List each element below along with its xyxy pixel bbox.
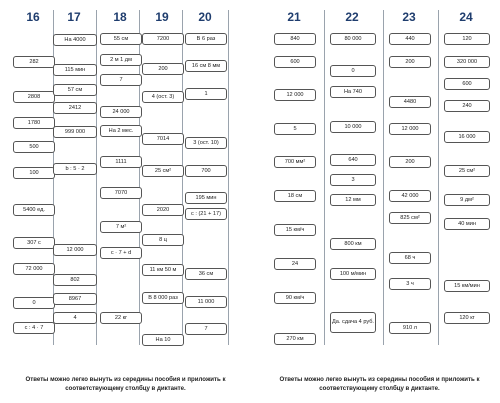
answer-card: 72 000 — [13, 263, 55, 275]
answer-card: 195 мин — [185, 192, 227, 204]
answer-card: 120 — [444, 33, 490, 45]
answer-card: 2020 — [142, 204, 184, 216]
answer-card: 115 мин — [53, 64, 97, 76]
answer-card: 825 см² — [389, 212, 431, 224]
answer-card: 700 — [185, 165, 227, 177]
answer-card: 640 — [330, 154, 376, 166]
answer-card: 16 000 — [444, 131, 490, 143]
answer-card: 15 км/мин — [444, 280, 490, 292]
answer-card: 16 см 8 мм — [185, 60, 227, 72]
answer-card: 8967 — [53, 293, 97, 305]
answer-card: 12 мм — [330, 194, 376, 206]
column-divider — [324, 10, 325, 345]
answer-card: 120 кг — [444, 312, 490, 324]
column-number-20: 20 — [198, 10, 212, 24]
column-number-19: 19 — [155, 10, 169, 24]
answer-card: 12 000 — [389, 123, 431, 135]
answer-card: 7014 — [142, 133, 184, 145]
answer-card: 12 000 — [53, 244, 97, 256]
answer-card: 800 км — [330, 238, 376, 250]
answer-card: 36 см — [185, 268, 227, 280]
answer-card: 4480 — [389, 96, 431, 108]
answer-card: 700 мм² — [274, 156, 316, 168]
answer-card: 42 000 — [389, 190, 431, 202]
answer-card: 57 см — [53, 84, 97, 96]
answer-card: 910 л — [389, 322, 431, 334]
answer-card: В 8 000 раз — [142, 292, 184, 304]
answer-card: 500 — [13, 141, 55, 153]
answer-card: 600 — [274, 56, 316, 68]
answer-card: 440 — [389, 33, 431, 45]
answer-card: c : (21 + 17) — [185, 208, 227, 220]
answer-card: 200 — [389, 56, 431, 68]
answer-card: Да. сдача 4 руб. — [330, 312, 376, 333]
answer-card: 24 000 — [100, 106, 142, 118]
footer-note-right: Ответы можно легко вынуть из середины пособия и приложить к соответствующему столбцу в диктанте. — [279, 376, 480, 392]
column-divider — [383, 10, 384, 345]
answer-card: 7200 — [142, 33, 184, 45]
answer-card: 282 — [13, 56, 55, 68]
answer-card: 999 000 — [53, 126, 97, 138]
answer-card: 10 000 — [330, 121, 376, 133]
answer-card: На 4000 — [53, 34, 97, 46]
column-number-18: 18 — [113, 10, 127, 24]
column-divider — [438, 10, 439, 345]
answer-card: 307 с — [13, 237, 55, 249]
answer-card: c · 7 + d — [100, 247, 142, 259]
answer-card: 5400 ед. — [13, 204, 55, 216]
answer-card: 2808 — [13, 91, 55, 103]
column-number-17: 17 — [67, 10, 81, 24]
answer-card: 55 см — [100, 33, 142, 45]
answer-card: 11 000 — [185, 296, 227, 308]
answer-card: 8 ц — [142, 234, 184, 246]
answer-card: В 6 раз — [185, 33, 227, 45]
answer-card: На 10 — [142, 334, 184, 346]
answer-card: 68 ч — [389, 252, 431, 264]
answer-card: 25 см² — [444, 165, 490, 177]
column-number-22: 22 — [345, 10, 359, 24]
answer-card: На 2 мес. — [100, 125, 142, 137]
answer-card: 2412 — [53, 102, 97, 114]
answer-card: 1111 — [100, 156, 142, 168]
answer-card: 9 дм² — [444, 194, 490, 206]
footer-note-left: Ответы можно легко вынуть из середины пособия и приложить к соответствующему столбцу в диктанте. — [25, 376, 226, 392]
column-number-21: 21 — [287, 10, 301, 24]
column-divider — [228, 10, 229, 345]
answer-card: 3 — [330, 174, 376, 186]
answer-card: 25 см² — [142, 165, 184, 177]
answer-card: 100 — [13, 167, 55, 179]
answer-card: 100 м/мин — [330, 268, 376, 280]
answer-card: 0 — [330, 65, 376, 77]
answer-card: 22 кг — [100, 312, 142, 324]
answer-card: 3 ч — [389, 278, 431, 290]
answer-card: 5 — [274, 123, 316, 135]
answer-card: 270 км — [274, 333, 316, 345]
answer-card: 80 000 — [330, 33, 376, 45]
answer-card: 15 км/ч — [274, 224, 316, 236]
answer-card: 24 — [274, 258, 316, 270]
answer-card: 12 000 — [274, 89, 316, 101]
column-number-24: 24 — [459, 10, 473, 24]
answer-card: 11 км 50 м — [142, 264, 184, 276]
answer-card: 7070 — [100, 187, 142, 199]
answer-card: 600 — [444, 78, 490, 90]
answer-card: 2 м 1 дм — [100, 54, 142, 66]
answer-card: 4 — [53, 312, 97, 324]
answer-card: b : 5 · 2 — [53, 163, 97, 175]
answer-card: 90 км/ч — [274, 292, 316, 304]
answer-card: 40 мин — [444, 218, 490, 230]
answer-card: 7 — [185, 323, 227, 335]
answer-card: 1780 — [13, 117, 55, 129]
answer-card: 1 — [185, 88, 227, 100]
answer-card: 0 — [13, 297, 55, 309]
answer-card: 3 (ост. 10) — [185, 137, 227, 149]
answer-card: 200 — [389, 156, 431, 168]
column-number-23: 23 — [402, 10, 416, 24]
answer-card: 840 — [274, 33, 316, 45]
answer-card: 200 — [142, 63, 184, 75]
answer-card: 240 — [444, 100, 490, 112]
column-number-16: 16 — [26, 10, 40, 24]
answer-card: На 740 — [330, 86, 376, 98]
answer-card: 4 (ост. 3) — [142, 91, 184, 103]
answer-card: 320 000 — [444, 56, 490, 68]
answer-card: 18 см — [274, 190, 316, 202]
answer-card: 7 — [100, 74, 142, 86]
answer-card: 7 м² — [100, 221, 142, 233]
answer-card: c : 4 · 7 — [13, 322, 55, 334]
answer-card: 802 — [53, 274, 97, 286]
